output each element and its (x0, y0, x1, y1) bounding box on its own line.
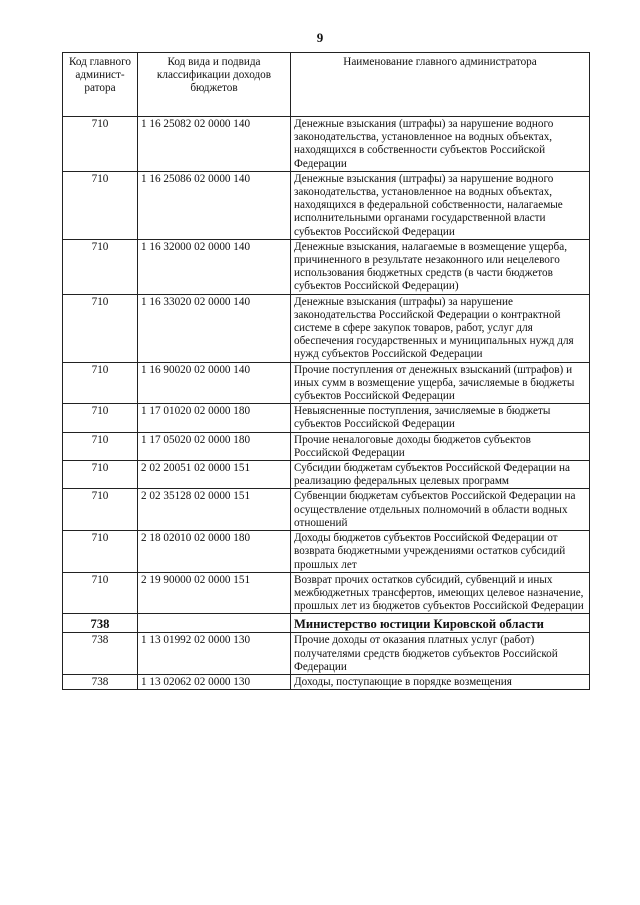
admin-code-cell: 738 (63, 633, 138, 675)
table-row (63, 294, 590, 362)
admin-name-cell: Денежные взыскания (штрафы) за нарушение законодательства Российской Федерации о контрактной системе в сфере закупок товаров, работ, услуг для обеспечения государственных и муниципальных нужд для нужд субъектов Российской Федерации (291, 294, 590, 362)
kbk-code-cell: 1 13 02062 02 0000 130 (138, 674, 291, 689)
admin-code-cell: 710 (63, 531, 138, 573)
table-body (63, 117, 590, 690)
admin-name-cell: Доходы, поступающие в порядке возмещения (291, 674, 590, 689)
kbk-code-cell: 1 17 01020 02 0000 180 (138, 404, 291, 432)
admin-code-cell: 710 (63, 489, 138, 531)
admin-code-cell: 710 (63, 461, 138, 489)
ministry-name-cell: Министерство юстиции Кировской области (291, 614, 590, 633)
page-number: 9 (316, 30, 324, 45)
kbk-code-cell: 2 02 35128 02 0000 151 (138, 489, 291, 531)
table-row (63, 572, 590, 614)
table-row (63, 117, 590, 172)
kbk-code-cell: 1 16 90020 02 0000 140 (138, 362, 291, 404)
table-row (63, 239, 590, 294)
table-row (63, 531, 590, 573)
admin-name-cell: Денежные взыскания (штрафы) за нарушение водного законодательства, установленное на водных объектах, находящихся в федеральной собственности, налагаемые исполнительными органами государственной власти субъектов Российской Федерации (291, 171, 590, 239)
admin-code-cell: 710 (63, 171, 138, 239)
header-kbk-code: Код вида и подвида классификации доходов бюджетов (138, 53, 291, 117)
admin-code-cell: 710 (63, 572, 138, 614)
admin-name-cell: Прочие поступления от денежных взысканий (штрафов) и иных сумм в возмещение ущерба, зачисляемые в бюджеты субъектов Российской Федерации (291, 362, 590, 404)
admin-name-cell: Прочие доходы от оказания платных услуг (работ) получателями средств бюджетов субъектов Российской Федерации (291, 633, 590, 675)
table-row (63, 432, 590, 460)
table-row (63, 404, 590, 432)
admin-code-cell: 710 (63, 362, 138, 404)
admin-name-cell: Денежные взыскания, налагаемые в возмещение ущерба, причиненного в результате незаконного или нецелевого использования бюджетных средств (в части бюджетов субъектов Российской Федерации) (291, 239, 590, 294)
admin-code-cell: 710 (63, 294, 138, 362)
admin-code-cell: 710 (63, 239, 138, 294)
admin-name-cell: Денежные взыскания (штрафы) за нарушение водного законодательства, установленное на водных объектах, находящихся в собственности субъектов Российской Федерации (291, 117, 590, 172)
kbk-code-cell: 1 17 05020 02 0000 180 (138, 432, 291, 460)
kbk-code-cell: 2 19 90000 02 0000 151 (138, 572, 291, 614)
header-admin-name: Наименование главного администратора (291, 53, 590, 117)
admin-name-cell: Возврат прочих остатков субсидий, субвенций и иных межбюджетных трансфертов, имеющих целевое назначение, прошлых лет из бюджетов субъектов Российской Федерации (291, 572, 590, 614)
table-row (63, 489, 590, 531)
kbk-code-cell (138, 614, 291, 633)
kbk-code-cell: 2 02 20051 02 0000 151 (138, 461, 291, 489)
admin-code-cell: 710 (63, 117, 138, 172)
table-row (63, 171, 590, 239)
kbk-code-cell: 1 16 25086 02 0000 140 (138, 171, 291, 239)
admin-name-cell: Субвенции бюджетам субъектов Российской Федерации на осуществление отдельных полномочий в области водных отношений (291, 489, 590, 531)
kbk-code-cell: 1 16 25082 02 0000 140 (138, 117, 291, 172)
admin-code-cell: 710 (63, 432, 138, 460)
kbk-code-cell: 2 18 02010 02 0000 180 (138, 531, 291, 573)
kbk-code-cell: 1 16 32000 02 0000 140 (138, 239, 291, 294)
table-row (63, 362, 590, 404)
table-row (63, 461, 590, 489)
table-header-row (63, 53, 590, 117)
admin-code-cell: 738 (63, 614, 138, 633)
admin-code-cell: 710 (63, 404, 138, 432)
table-row (63, 633, 590, 675)
kbk-code-cell: 1 16 33020 02 0000 140 (138, 294, 291, 362)
admin-name-cell: Невыясненные поступления, зачисляемые в бюджеты субъектов Российской Федерации (291, 404, 590, 432)
table-row (63, 674, 590, 689)
revenue-administrators-table (62, 52, 590, 690)
admin-name-cell: Субсидии бюджетам субъектов Российской Федерации на реализацию федеральных целевых программ (291, 461, 590, 489)
admin-code-cell: 738 (63, 674, 138, 689)
kbk-code-cell: 1 13 01992 02 0000 130 (138, 633, 291, 675)
admin-name-cell: Доходы бюджетов субъектов Российской Федерации от возврата бюджетными учреждениями остатков субсидий прошлых лет (291, 531, 590, 573)
admin-name-cell: Прочие неналоговые доходы бюджетов субъектов Российской Федерации (291, 432, 590, 460)
header-admin-code: Код главного админист-ратора (63, 53, 138, 117)
ministry-row (63, 614, 590, 633)
